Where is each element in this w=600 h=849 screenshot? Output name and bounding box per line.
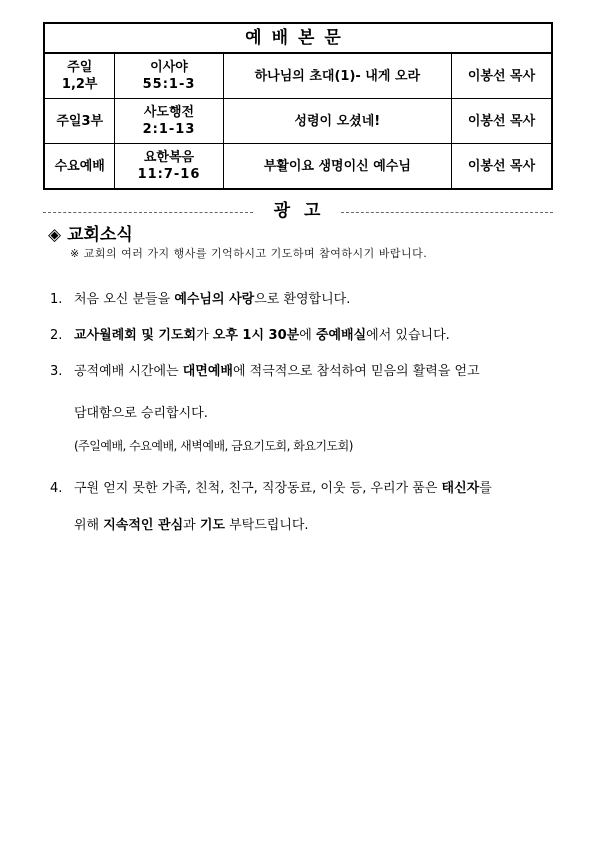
scripture-verse: 2:1-13 bbox=[142, 122, 196, 137]
scripture-book: 요한복음 bbox=[143, 150, 195, 165]
item-text: 과 bbox=[183, 518, 200, 533]
church-news-note: ※ 교회의 여러 가지 행사를 기억하시고 기도하며 참여하시기 바랍니다. bbox=[70, 247, 428, 260]
service-cell bbox=[44, 53, 115, 99]
list-item-continuation: 담대함으로 승리합시다. bbox=[74, 406, 208, 421]
item-text: 구원 얻지 못한 가족, 친척, 친구, 직장동료, 이웃 등, 우리가 품은 bbox=[74, 481, 442, 496]
list-item-subnote: (주일예배, 수요예배, 새벽예배, 금요기도회, 화요기도회) bbox=[74, 439, 353, 453]
announcement-title: 광고 bbox=[273, 201, 335, 221]
preacher: 이봉선 목사 bbox=[452, 144, 552, 190]
sermon-title: 하나님의 초대(1)- 내게 오라 bbox=[223, 53, 451, 99]
item-text-bold: 지속적인 관심 bbox=[103, 518, 184, 533]
table-row bbox=[44, 99, 552, 144]
list-item bbox=[50, 477, 492, 496]
service-part: 1,2부 bbox=[61, 77, 98, 92]
item-text: 를 bbox=[479, 481, 492, 496]
item-text: 에서 있습니다. bbox=[366, 328, 450, 343]
sermon-title: 성령이 오셨네! bbox=[223, 99, 451, 144]
scripture-cell bbox=[115, 53, 223, 99]
item-number: 2. bbox=[50, 328, 63, 343]
sermon-title: 부활이요 생명이신 예수님 bbox=[223, 144, 451, 190]
item-text: 가 bbox=[196, 328, 213, 343]
item-text: 에 bbox=[299, 328, 316, 343]
sermon-table-container bbox=[43, 22, 553, 190]
item-number: 3. bbox=[50, 364, 63, 379]
item-text-bold: 교사월례회 및 기도회 bbox=[74, 328, 197, 343]
item-text-bold: 태신자 bbox=[441, 481, 480, 496]
service-cell bbox=[44, 99, 115, 144]
church-news-heading-text: 교회소식 bbox=[67, 225, 133, 245]
item-number: 1. bbox=[50, 292, 63, 307]
item-text: 위해 bbox=[74, 518, 104, 533]
announcement-header bbox=[43, 196, 553, 222]
scripture-verse: 11:7-16 bbox=[137, 167, 201, 182]
divider-right bbox=[341, 212, 553, 213]
sermon-table-title: 예배본문 bbox=[44, 23, 552, 53]
item-text-bold: 기도 bbox=[199, 518, 225, 533]
item-text-bold: 중예배실 bbox=[315, 328, 367, 343]
item-text-bold: 예수님의 사랑 bbox=[174, 292, 255, 307]
table-row bbox=[44, 144, 552, 190]
sermon-table bbox=[43, 22, 553, 190]
item-text: 처음 오신 분들을 bbox=[74, 292, 175, 307]
scripture-cell bbox=[115, 99, 223, 144]
preacher: 이봉선 목사 bbox=[452, 99, 552, 144]
scripture-book: 사도행전 bbox=[143, 105, 195, 120]
list-item-continuation bbox=[74, 514, 309, 533]
service-cell bbox=[44, 144, 115, 190]
church-news-heading bbox=[48, 220, 133, 245]
list-item bbox=[50, 324, 450, 343]
list-item bbox=[50, 360, 480, 379]
divider-left bbox=[43, 212, 253, 213]
item-text: 공적예배 시간에는 bbox=[74, 364, 183, 379]
item-text: 부탁드립니다. bbox=[224, 518, 309, 533]
item-text: 으로 환영합니다. bbox=[254, 292, 351, 307]
scripture-verse: 55:1-3 bbox=[142, 77, 196, 92]
service-name: 주일3부 bbox=[56, 113, 104, 129]
item-text: 에 적극적으로 참석하여 믿음의 활력을 얻고 bbox=[232, 364, 480, 379]
item-number: 4. bbox=[50, 481, 63, 496]
item-text-bold: 대면예배 bbox=[182, 364, 233, 379]
service-name: 주일 bbox=[67, 60, 93, 75]
item-text-bold: 오후 1시 30분 bbox=[212, 328, 300, 343]
scripture-book: 이사야 bbox=[150, 60, 188, 75]
list-item bbox=[50, 288, 350, 307]
table-row bbox=[44, 53, 552, 99]
scripture-cell bbox=[115, 144, 223, 190]
diamond-bullet-icon: ◈ bbox=[48, 225, 62, 245]
service-name: 수요예배 bbox=[54, 158, 105, 174]
preacher: 이봉선 목사 bbox=[452, 53, 552, 99]
